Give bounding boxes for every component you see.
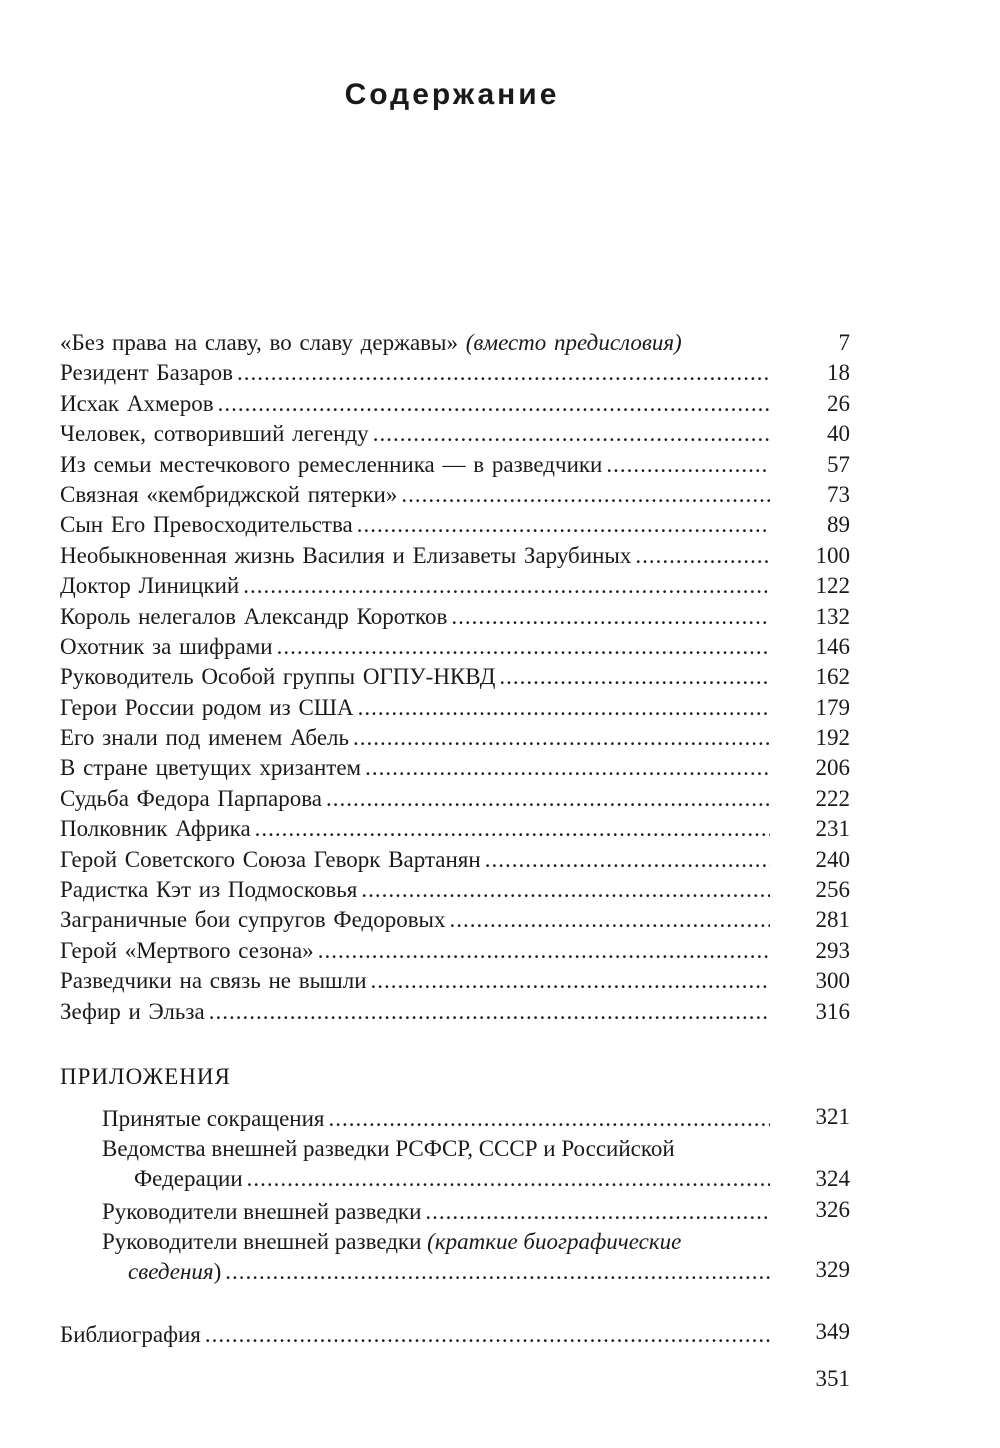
- leader-dots: [450, 905, 770, 935]
- toc-entry-title: В стране цветущих хризантем: [60, 755, 362, 781]
- toc-entry-title: Герои России родом из США: [60, 694, 354, 720]
- leader-dots: [451, 602, 770, 632]
- toc-entry-title: Зефир и Эльза: [60, 998, 205, 1024]
- toc-entry-page: 122: [815, 573, 850, 599]
- toc-entry-page: 162: [815, 664, 850, 690]
- toc-entry[interactable]: [60, 966, 850, 996]
- leader-dots: [371, 966, 770, 996]
- toc-entry[interactable]: [60, 450, 850, 480]
- appendix-item-title: Принятые сокращения: [102, 1106, 325, 1131]
- toc-entry-page: 89: [827, 512, 850, 538]
- toc-entry-page: 100: [815, 542, 850, 568]
- bibliography-page: 349: [815, 1319, 850, 1344]
- toc-entry[interactable]: [60, 753, 850, 783]
- leader-dots: [499, 662, 770, 692]
- toc-entry[interactable]: [60, 723, 850, 753]
- toc-entry-title: Разведчики на связь не вышли: [60, 968, 367, 994]
- toc-entry[interactable]: [60, 936, 850, 966]
- toc-entry[interactable]: [60, 875, 850, 905]
- leader-dots: [328, 1104, 770, 1134]
- toc-entry-title: Резидент Базаров: [60, 360, 233, 386]
- bibliography-entry[interactable]: [60, 1320, 772, 1350]
- appendix-item-page: 321: [815, 1104, 850, 1129]
- toc-entry-title: Король нелегалов Александр Коротков: [60, 603, 448, 629]
- toc-entry-page: 179: [815, 694, 850, 720]
- leader-dots: [635, 541, 770, 571]
- leader-dots: [218, 389, 770, 419]
- toc-entry-page: 132: [815, 603, 850, 629]
- toc-entry-title: Руководитель Особой группы ОГПУ-НКВД: [60, 664, 496, 690]
- toc-entry[interactable]: [60, 328, 850, 358]
- toc-entry[interactable]: [60, 419, 850, 449]
- toc-entry-page: 316: [815, 998, 850, 1024]
- appendix-heading: ПРИЛОЖЕНИЯ: [60, 1064, 231, 1089]
- leader-dots: [357, 510, 770, 540]
- appendix-item-title: Ведомства внешней разведки РСФСР, СССР и Российской: [102, 1136, 675, 1161]
- toc-entry-page: 192: [815, 725, 850, 751]
- leader-dots: [361, 875, 770, 905]
- toc-entry[interactable]: [60, 662, 850, 692]
- toc-entry[interactable]: [60, 358, 850, 388]
- toc-entry[interactable]: [60, 510, 850, 540]
- toc-entry-page: 73: [827, 481, 850, 507]
- leader-dots: [358, 693, 770, 723]
- toc-entry-title: Радистка Кэт из Подмосковья: [60, 877, 358, 903]
- leader-dots: [401, 480, 770, 510]
- toc-entry[interactable]: [60, 480, 850, 510]
- appendix-item[interactable]: [102, 1134, 792, 1194]
- leader-dots: [318, 936, 770, 966]
- appendix-item[interactable]: [102, 1197, 770, 1227]
- leader-dots: [425, 1197, 770, 1227]
- leader-dots: [365, 753, 770, 783]
- appendix-item-title-cont: сведения): [128, 1259, 222, 1284]
- toc-entry-title: Доктор Линицкий: [60, 573, 240, 599]
- toc-entry-page: 7: [838, 330, 850, 355]
- toc-entry-page: 40: [827, 421, 850, 447]
- page-title: Содержание: [344, 78, 560, 111]
- toc-entry-title: Исхак Ахмеров: [60, 390, 214, 416]
- leader-dots: [485, 845, 770, 875]
- toc-entry[interactable]: [60, 997, 850, 1027]
- leader-dots: [606, 450, 770, 480]
- toc-entry-page: 256: [815, 877, 850, 903]
- toc-entry-page: 18: [827, 360, 850, 386]
- toc-entry-title: Необыкновенная жизнь Василия и Елизаветы Зарубиных: [60, 542, 632, 568]
- toc-entry-page: 222: [815, 785, 850, 811]
- toc-entry[interactable]: [60, 541, 850, 571]
- toc-entry-title: «Без права на славу, во славу державы» (вместо предисловия): [60, 330, 682, 355]
- toc-entry-title: Герой Советского Союза Геворк Вартанян: [60, 846, 481, 872]
- toc-entry[interactable]: [60, 693, 850, 723]
- toc-entry-page: 293: [815, 937, 850, 963]
- toc-entry-title: Связная «кембриджской пятерки»: [60, 481, 398, 507]
- leader-dots: [255, 814, 770, 844]
- appendix-item-page: 326: [815, 1197, 850, 1222]
- toc-entry[interactable]: [60, 784, 850, 814]
- toc-entry-page: 206: [815, 755, 850, 781]
- toc-entry-page: 146: [815, 633, 850, 659]
- toc-entry-title: Его знали под именем Абель: [60, 725, 350, 751]
- toc-entry[interactable]: [60, 602, 850, 632]
- leader-dots: [353, 723, 770, 753]
- toc-entry-title: Из семьи местечкового ремесленника — в разведчики: [60, 451, 603, 477]
- leader-dots: [225, 1257, 770, 1287]
- final-page-number: 351: [815, 1366, 850, 1391]
- toc-entry-page: 240: [815, 846, 850, 872]
- toc-entry[interactable]: [60, 905, 850, 935]
- toc-entry-title: Охотник за шифрами: [60, 633, 273, 659]
- toc-entry-title: Заграничные бои супругов Федоровых: [60, 907, 446, 933]
- toc-entry[interactable]: [60, 571, 850, 601]
- toc-entry-title: Полковник Африка: [60, 816, 251, 842]
- appendix-item[interactable]: [102, 1227, 792, 1287]
- toc-entry[interactable]: [60, 845, 850, 875]
- appendix-item-title: Руководители внешней разведки: [102, 1199, 422, 1224]
- leader-dots: [326, 784, 770, 814]
- bibliography-title: Библиография: [60, 1322, 201, 1347]
- toc-entry[interactable]: [60, 814, 850, 844]
- appendix-item[interactable]: [102, 1104, 770, 1134]
- toc-entry-page: 57: [827, 451, 850, 477]
- appendix-item-page: 324: [815, 1166, 850, 1191]
- toc-entry-title: Судьба Федора Парпарова: [60, 785, 323, 811]
- toc-entry[interactable]: [60, 389, 850, 419]
- toc-entry-title: Герой «Мертвого сезона»: [60, 937, 314, 963]
- appendix-item-page: 329: [815, 1257, 850, 1282]
- leader-dots: [209, 997, 770, 1027]
- leader-dots: [373, 419, 770, 449]
- leader-dots: [205, 1320, 772, 1350]
- toc-entry-page: 231: [815, 816, 850, 842]
- leader-dots: [243, 571, 770, 601]
- leader-dots: [247, 1164, 770, 1194]
- toc-entry[interactable]: [60, 632, 850, 662]
- appendix-item-title-cont: Федерации: [134, 1166, 243, 1191]
- toc-entry-title: Человек, сотворивший легенду: [60, 421, 369, 447]
- appendix-item-title: Руководители внешней разведки (краткие биографические: [102, 1229, 682, 1254]
- toc-entry-page: 26: [827, 390, 850, 416]
- leader-dots: [277, 632, 770, 662]
- toc-entry-title: Сын Его Превосходительства: [60, 512, 353, 538]
- toc-list: [60, 328, 850, 1027]
- toc-entry-page: 300: [815, 968, 850, 994]
- toc-entry-page: 281: [815, 907, 850, 933]
- leader-dots: [237, 358, 770, 388]
